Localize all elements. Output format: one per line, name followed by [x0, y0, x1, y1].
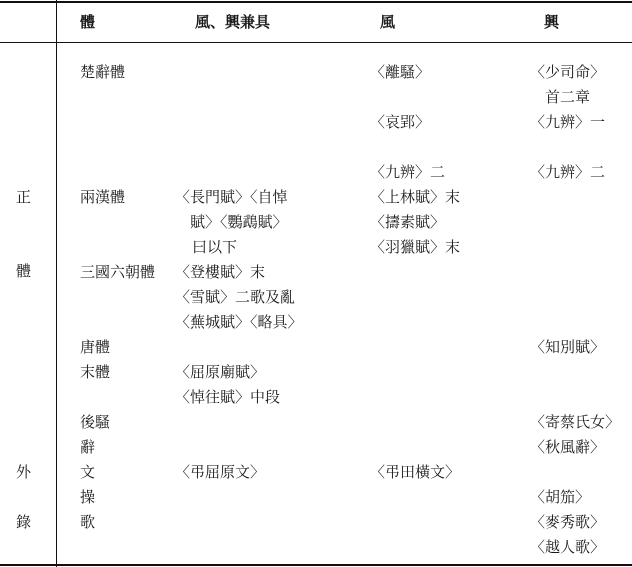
fengxing-cell: 〈登樓賦〉末 — [175, 263, 266, 281]
fengxing-cell: 〈弔屈原文〉 — [175, 463, 266, 481]
feng-cell: 〈離騷〉 — [370, 63, 431, 81]
xing-cell: 〈麥秀歌〉 — [530, 513, 606, 531]
header-genre: 體 — [80, 13, 96, 31]
xing-cell: 〈秋風辭〉 — [530, 438, 606, 456]
header-feng: 風 — [380, 13, 396, 31]
top-rule — [0, 1, 632, 3]
row-label-chuci: 楚辭體 — [80, 63, 126, 81]
feng-cell: 〈哀郢〉 — [370, 113, 431, 131]
header-xing: 興 — [544, 13, 560, 31]
fengxing-cell: 曰以下 — [192, 238, 238, 256]
row-label-ci: 辭 — [80, 438, 96, 456]
header-feng-xing: 風、興兼具 — [195, 13, 271, 31]
fengxing-cell: 〈屈原廟賦〉 — [175, 363, 266, 381]
side-label-zheng: 正 — [16, 188, 32, 206]
feng-cell: 〈弔田橫文〉 — [370, 463, 461, 481]
feng-cell: 〈九辨〉二 — [370, 163, 446, 181]
row-label-cao: 操 — [80, 488, 96, 506]
row-label-housao: 後騷 — [80, 413, 111, 431]
feng-cell: 〈羽獵賦〉末 — [370, 238, 461, 256]
row-label-tang: 唐體 — [80, 338, 111, 356]
side-label-wai: 外 — [16, 463, 32, 481]
xing-cell: 〈寄蔡氏女〉 — [530, 413, 621, 431]
xing-cell: 〈胡笳〉 — [530, 488, 591, 506]
row-label-sanguo: 三國六朝體 — [80, 263, 156, 281]
header-rule — [0, 42, 632, 43]
xing-cell: 〈少司命〉 — [530, 63, 606, 81]
row-label-song: 末體 — [80, 363, 111, 381]
fengxing-cell: 〈長門賦〉〈自悼 — [175, 188, 288, 206]
row-label-ge: 歌 — [80, 513, 96, 531]
xing-cell: 〈九辨〉一 — [530, 113, 606, 131]
side-label-ti: 體 — [16, 262, 32, 280]
xing-cell: 〈越人歌〉 — [530, 538, 606, 556]
xing-cell: 〈知別賦〉 — [530, 338, 606, 356]
side-label-lu: 錄 — [16, 513, 32, 531]
feng-cell: 〈擣素賦〉 — [370, 213, 446, 231]
fengxing-cell: 賦〉〈鸚鵡賦〉 — [190, 213, 288, 231]
fengxing-cell: 〈蕪城賦〉〈略具〉 — [175, 313, 303, 331]
xing-cell: 〈九辨〉二 — [530, 163, 606, 181]
feng-cell: 〈上林賦〉末 — [370, 188, 461, 206]
fengxing-cell: 〈悼往賦〉中段 — [175, 388, 281, 406]
category-divider — [56, 0, 57, 567]
xing-cell: 首二章 — [545, 88, 591, 106]
row-label-lianghan: 兩漢體 — [80, 188, 126, 206]
row-label-wen: 文 — [80, 463, 96, 481]
bottom-rule — [0, 564, 632, 566]
fengxing-cell: 〈雪賦〉二歌及亂 — [175, 288, 296, 306]
